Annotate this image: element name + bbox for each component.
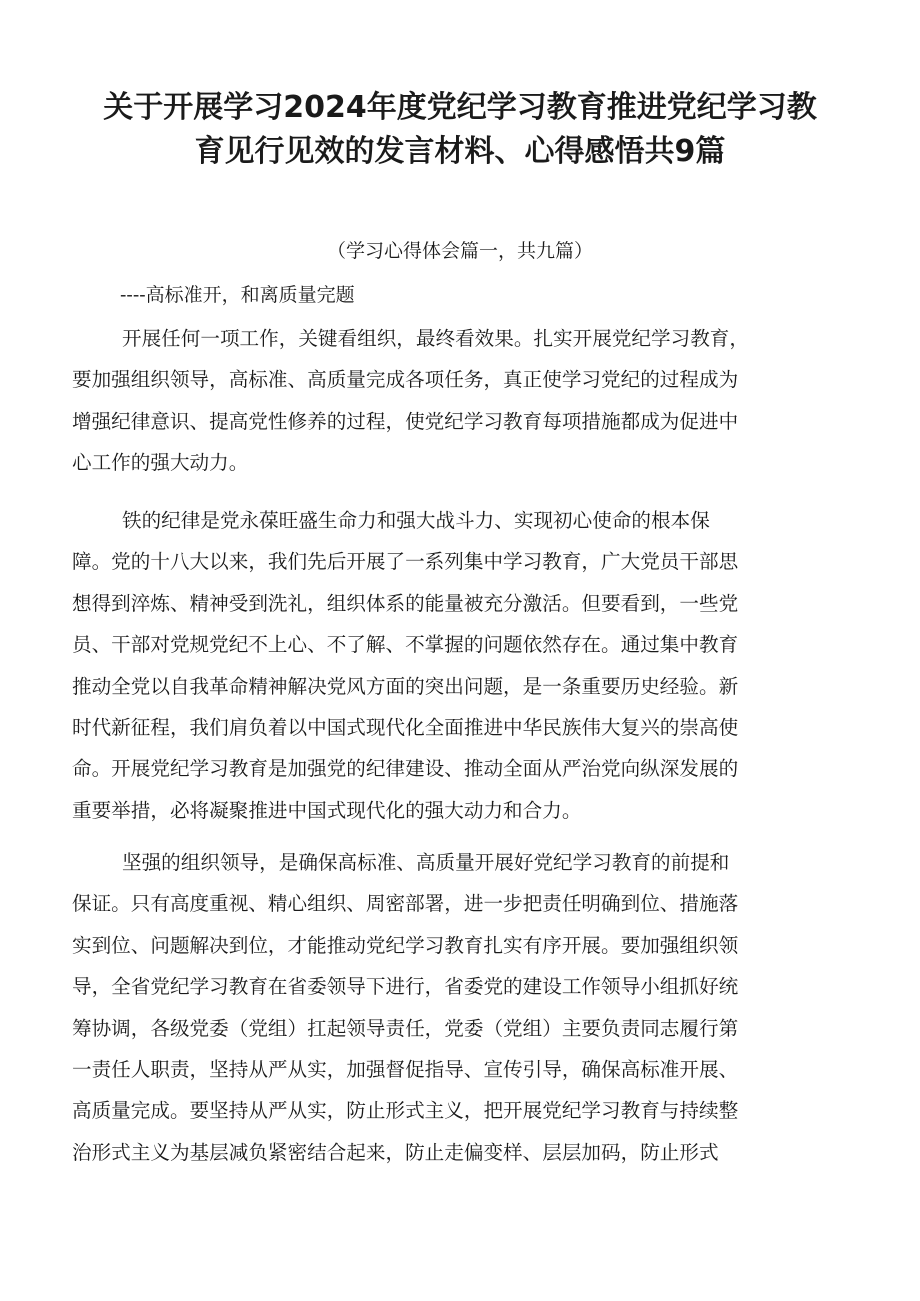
paragraph-line: 保证。只有高度重视、精心组织、周密部署，进一步把责任明确到位、措施落 bbox=[72, 892, 739, 916]
paragraph-line: 要加强组织领导，高标准、高质量完成各项任务，真正使学习党纪的过程成为 bbox=[72, 368, 739, 392]
paragraph-line: 重要举措，必将凝聚推进中国式现代化的强大动力和合力。 bbox=[72, 798, 582, 822]
paragraph-line: 想得到淬炼、精神受到洗礼，组织体系的能量被充分激活。但要看到，一些党 bbox=[72, 591, 739, 615]
paragraph-line: 心工作的强大动力。 bbox=[72, 451, 249, 475]
paragraph-line: 时代新征程，我们肩负着以中国式现代化全面推进中华民族伟大复兴的崇高使 bbox=[72, 715, 739, 739]
paragraph-line: 员、干部对党规党纪不上心、不了解、不掌握的问题依然存在。通过集中教育 bbox=[72, 633, 739, 657]
paragraph-line: 一责任人职责，坚持从严从实，加强督促指导、宣传引导，确保高标准开展、 bbox=[72, 1057, 739, 1081]
paragraph-line: 命。开展党纪学习教育是加强党的纪律建设、推动全面从严治党向纵深发展的 bbox=[72, 757, 739, 781]
section-heading: ----高标准开，和离质量完题 bbox=[120, 284, 355, 306]
title-line: 育见行见效的发言材料、心得感悟共9篇 bbox=[194, 134, 726, 169]
document-subtitle: （学习心得体会篇一，共九篇） bbox=[326, 240, 593, 262]
paragraph-line: 治形式主义为基层减负紧密结合起来，防止走偏变样、层层加码，防止形式 bbox=[72, 1140, 719, 1164]
paragraph-line: 障。党的十八大以来，我们先后开展了一系列集中学习教育，广大党员干部思 bbox=[72, 550, 739, 574]
paragraph-2 bbox=[72, 500, 862, 831]
paragraph-line: 推动全党以自我革命精神解决党风方面的突出问题，是一条重要历史经验。新 bbox=[72, 674, 739, 698]
paragraph-line: 实到位、问题解决到位，才能推动党纪学习教育扎实有序开展。要加强组织领 bbox=[72, 933, 739, 957]
paragraph-line: 坚强的组织领导，是确保高标准、高质量开展好党纪学习教育的前提和 bbox=[122, 851, 730, 874]
paragraph-line: 导，全省党纪学习教育在省委领导下进行，省委党的建设工作领导小组抓好统 bbox=[72, 975, 739, 999]
paragraph-line: 筹协调，各级党委（党组）扛起领导责任，党委（党组）主要负责同志履行第 bbox=[72, 1016, 739, 1040]
paragraph-line: 高质量完成。要坚持从严从实，防止形式主义，把开展党纪学习教育与持续整 bbox=[72, 1099, 739, 1123]
paragraph-line: 增强纪律意识、提高党性修养的过程，使党纪学习教育每项措施都成为促进中 bbox=[72, 409, 739, 433]
paragraph-1 bbox=[72, 318, 862, 484]
title-line: 关于开展学习2024年度党纪学习教育推进党纪学习教 bbox=[103, 90, 817, 125]
paragraph-line: 开展任何一项工作，关键看组织，最终看效果。扎实开展党纪学习教育， bbox=[122, 327, 749, 350]
document-title bbox=[70, 86, 850, 174]
paragraph-line: 铁的纪律是党永葆旺盛生命力和强大战斗力、实现初心使命的根本保 bbox=[122, 509, 710, 532]
paragraph-3 bbox=[72, 842, 862, 1173]
